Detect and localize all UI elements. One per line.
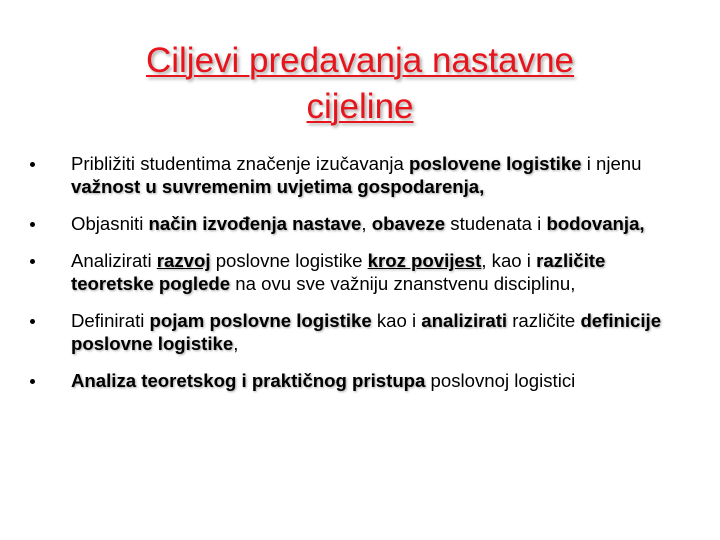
objective-1-text-1: Približiti studentima značenje izučavanja <box>71 153 409 174</box>
objective-1-text-2: i njenu <box>581 153 642 174</box>
slide-title-line-2: cijeline <box>306 87 414 126</box>
objective-2-text-3: studenata i <box>445 213 547 234</box>
bullet-icon <box>30 259 35 264</box>
objective-3-text-2: poslovne logistike <box>210 250 368 271</box>
objective-item-3 <box>30 249 690 295</box>
objective-4-bold-1: pojam poslovne logistike <box>149 310 372 331</box>
slide-title-line-1: Ciljevi predavanja nastavne <box>145 41 575 80</box>
slide-title <box>60 38 660 130</box>
objective-2-text-1: Objasniti <box>71 213 149 234</box>
bullet-icon <box>30 222 35 227</box>
bullet-icon <box>30 379 35 384</box>
objectives-list <box>30 152 690 406</box>
bullet-icon <box>30 162 35 167</box>
objective-2-text-2: , <box>361 213 372 234</box>
objective-4-bold-3: definicije poslovne logistike <box>71 310 662 354</box>
objective-3-text-4: na ovu sve važniju znanstvenu disciplinu, <box>230 273 576 294</box>
objective-4-text-3: različite <box>507 310 581 331</box>
objective-1-bold-1: poslovene logistike <box>408 153 582 174</box>
objective-1-bold-2: važnost u suvremenim uvjetima gospodarenja, <box>71 176 485 197</box>
objective-4-bold-2: analizirati <box>421 310 508 331</box>
objective-5-text-1: poslovnoj logistici <box>425 370 576 391</box>
objective-3-text-3: , kao i <box>481 250 537 271</box>
objective-4-text-1: Definirati <box>71 310 150 331</box>
objective-4-text-4: , <box>233 333 239 354</box>
objective-item-1 <box>30 152 690 198</box>
bullet-icon <box>30 319 35 324</box>
objective-item-4 <box>30 309 690 355</box>
objective-4-text-2: kao i <box>371 310 422 331</box>
objective-item-2 <box>30 212 690 235</box>
objective-3-bold-3: različite teoretske poglede <box>71 250 606 294</box>
objective-2-bold-1: način izvođenja nastave <box>148 213 362 234</box>
objective-2-bold-2: obaveze <box>371 213 446 234</box>
objective-item-5 <box>30 369 690 392</box>
objective-3-text-1: Analizirati <box>71 250 157 271</box>
objective-3-bold-1: razvoj <box>156 250 211 271</box>
objective-3-bold-2: kroz povijest <box>367 250 482 271</box>
objective-2-bold-3: bodovanja, <box>546 213 645 234</box>
objective-5-bold-1: Analiza teoretskog i praktičnog pristupa <box>71 370 426 391</box>
